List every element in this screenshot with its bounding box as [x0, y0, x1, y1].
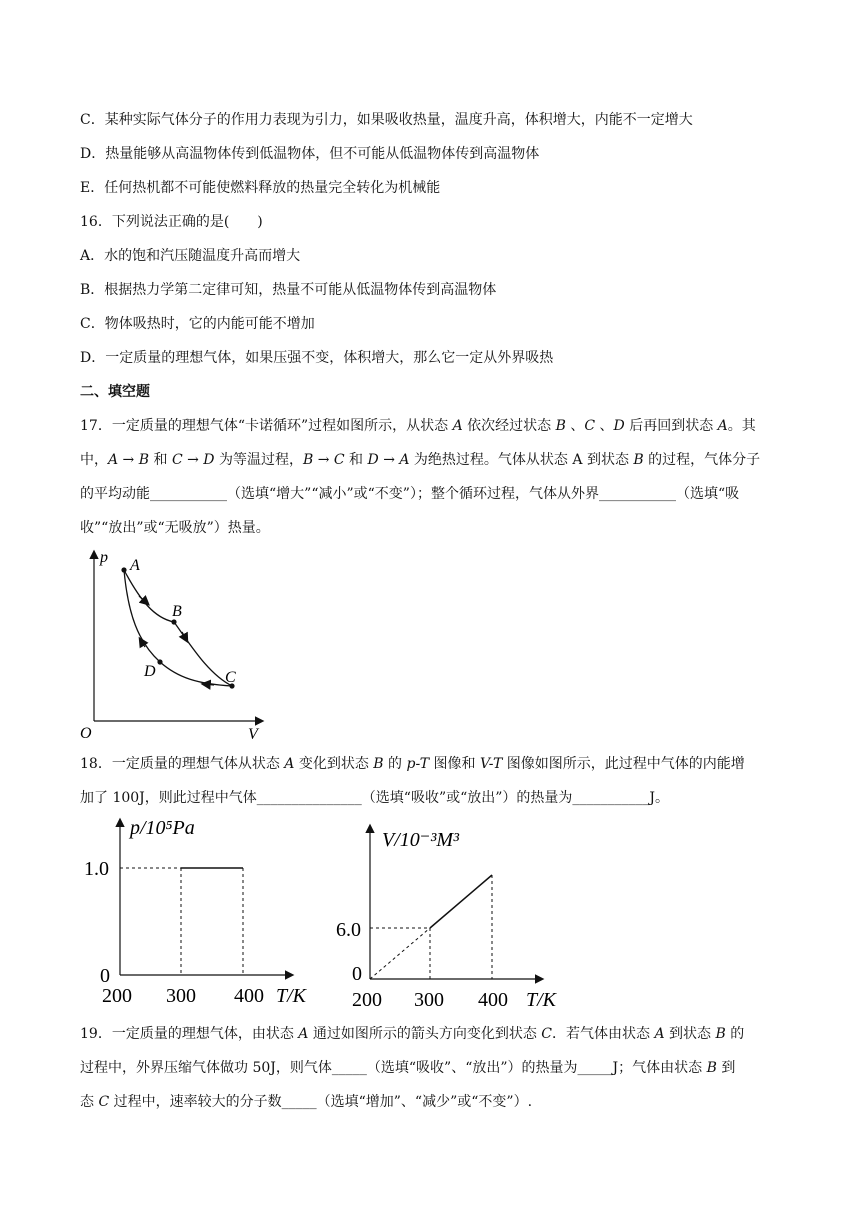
q16-option-d: D．一定质量的理想气体，如果压强不变，体积增大，那么它一定从外界吸热 — [80, 350, 554, 366]
question-17-line-4: 收”“放出”或“无吸放”）热量。 — [80, 520, 270, 536]
tick-200: 200 — [352, 989, 382, 1011]
tick-0: 0 — [352, 963, 362, 985]
tick-6-0: 6.0 — [336, 919, 361, 941]
p-t-graph — [80, 812, 320, 1012]
v-axis-label: V/10⁻³M³ — [382, 829, 459, 851]
label-c: C — [225, 669, 236, 686]
tick-400: 400 — [234, 985, 264, 1007]
question-18-line-1: 18．一定质量的理想气体从状态 A 变化到状态 B 的 p-T 图像和 V-T 图像如图所示，此过程中气体的内能增 — [80, 756, 745, 772]
label-a: A — [130, 557, 140, 574]
option-e: E．任何热机都不可能使燃料释放的热量完全转化为机械能 — [80, 180, 441, 196]
curve-d-to-a — [124, 570, 160, 662]
question-18-line-2: 加了 100J，则此过程中气体_______________（选填“吸收”或“放出”）的热量为___________J。 — [80, 790, 670, 806]
option-c: C．某种实际气体分子的作用力表现为引力，如果吸收热量，温度升高，体积增大，内能不一定增大 — [80, 112, 693, 128]
point-a — [121, 567, 126, 572]
q16-option-c: C．物体吸热时，它的内能可能不增加 — [80, 316, 315, 332]
v-axis-label: V — [248, 726, 258, 742]
dashed-origin-line — [370, 928, 430, 979]
section-fill-in-blank: 二、填空题 — [80, 384, 150, 400]
option-d: D．热量能够从高温物体传到低温物体，但不可能从低温物体传到高温物体 — [80, 146, 540, 162]
t-axis-label: T/K — [276, 985, 307, 1007]
tick-0: 0 — [100, 965, 110, 987]
carnot-cycle-figure — [74, 546, 274, 742]
q16-option-a: A．水的饱和汽压随温度升高而增大 — [80, 248, 301, 264]
t-axis-label: T/K — [526, 989, 557, 1011]
curve-c-to-d — [160, 662, 232, 686]
question-17-line-3: 的平均动能___________（选填“增大”“减小”或“不变”）；整个循环过程，气体从外界___________（选填“吸 — [80, 486, 740, 502]
origin-label: O — [80, 725, 92, 742]
arrow-b-to-c — [182, 632, 187, 641]
question-16: 16．下列说法正确的是( ) — [80, 214, 263, 230]
label-b: B — [172, 603, 182, 620]
tick-1-0: 1.0 — [84, 858, 109, 880]
tick-300: 300 — [166, 985, 196, 1007]
question-17-line-2: 中，A → B 和 C → D 为等温过程，B → C 和 D → A 为绝热过程。气体从状态 A 到状态 B 的过程，气体分子 — [80, 452, 761, 468]
point-b — [171, 619, 176, 624]
tick-400: 400 — [478, 989, 508, 1011]
arrow-a-to-b — [139, 596, 148, 604]
point-d — [157, 659, 162, 664]
label-d: D — [144, 663, 156, 680]
volume-line — [430, 875, 492, 928]
question-17-line-1: 17．一定质量的理想气体“卡诺循环”过程如图所示，从状态 A 依次经过状态 B 、C 、D 后再回到状态 A。其 — [80, 418, 756, 434]
tick-300: 300 — [414, 989, 444, 1011]
v-t-graph — [332, 818, 572, 1014]
tick-200: 200 — [102, 985, 132, 1007]
p-axis-label: p — [100, 549, 108, 566]
q16-option-b: B．根据热力学第二定律可知，热量不可能从低温物体传到高温物体 — [80, 282, 497, 298]
question-19-line-2: 过程中，外界压缩气体做功 50J，则气体_____（选填“吸收”、“放出”）的热量为_____J；气体由状态 B 到 — [80, 1060, 736, 1076]
question-19-line-3: 态 C 过程中，速率较大的分子数_____（选填“增加”、“减少”或“不变”）. — [80, 1094, 533, 1110]
question-19-line-1: 19．一定质量的理想气体，由状态 A 通过如图所示的箭头方向变化到状态 C．若气体由状态 A 到状态 B 的 — [80, 1026, 745, 1042]
p-axis-label: p/10⁵Pa — [130, 817, 195, 839]
